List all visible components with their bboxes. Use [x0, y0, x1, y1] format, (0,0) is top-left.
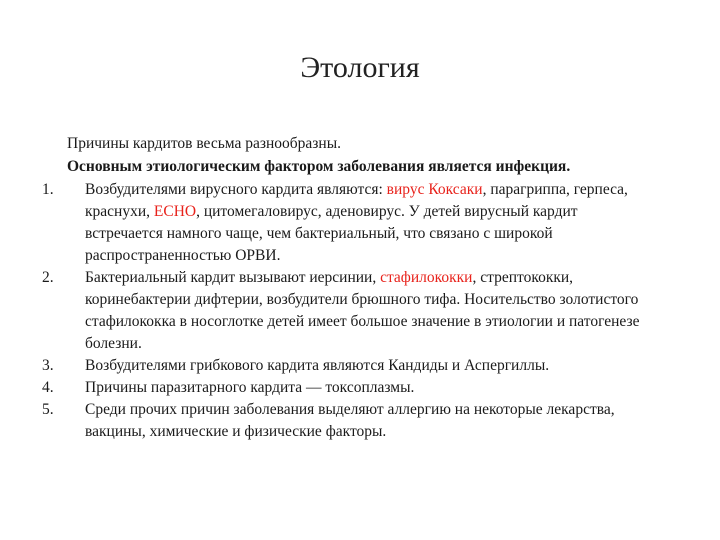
list-item-text-segment: Возбудителями вирусного кардита являются: [85, 181, 387, 198]
causes-list [42, 179, 682, 443]
list-item-number: 1. [42, 181, 54, 198]
list-item-text [85, 179, 655, 267]
list-item [42, 377, 682, 399]
list-item-number: 4. [42, 379, 54, 396]
intro-bold-text: Основным этиологическим фактором заболевания является инфекция. [67, 158, 571, 175]
highlighted-term: стафилококки [380, 269, 473, 286]
highlighted-term: ECHO [153, 203, 197, 220]
highlighted-term: вирус Коксаки [386, 181, 483, 198]
slide-title: Этология [300, 51, 420, 84]
intro-text: Причины кардитов весьма разнообразны. [67, 135, 341, 152]
list-item-text: Причины паразитарного кардита — токсоплазмы. [85, 379, 415, 396]
list-item [42, 399, 682, 443]
list-item-text: Среди прочих причин заболевания выделяют аллергию на некоторые лекарства, вакцины, химические и физические факторы. [85, 401, 615, 440]
list-item [42, 267, 682, 355]
list-item-text-segment: , стрептококки, коринебактерии дифтерии, возбудители брюшного тифа. Носительство золотистого стафилококка в носоглотке детей имеет большое значение в этиологии и патогенезе болезни. [85, 269, 640, 352]
list-item-text [85, 267, 655, 355]
list-item [42, 179, 682, 267]
list-item-text: Возбудителями грибкового кардита являются Кандиды и Аспергиллы. [85, 357, 550, 374]
list-item-text-segment: , цитомегаловирус, аденовирус. У детей вирусный кардит встречается намного чаще, чем бактериальный, что связано с широкой распространенностью ОРВИ. [85, 203, 578, 264]
list-item-text-segment: Бактериальный кардит вызывают иерсинии, [85, 269, 381, 286]
list-item-number: 5. [42, 401, 54, 418]
list-item [42, 355, 682, 377]
list-item-number: 3. [42, 357, 54, 374]
list-item-text-segment: , парагриппа, герпеса, краснухи, [85, 181, 628, 220]
list-item-number: 2. [42, 269, 54, 286]
